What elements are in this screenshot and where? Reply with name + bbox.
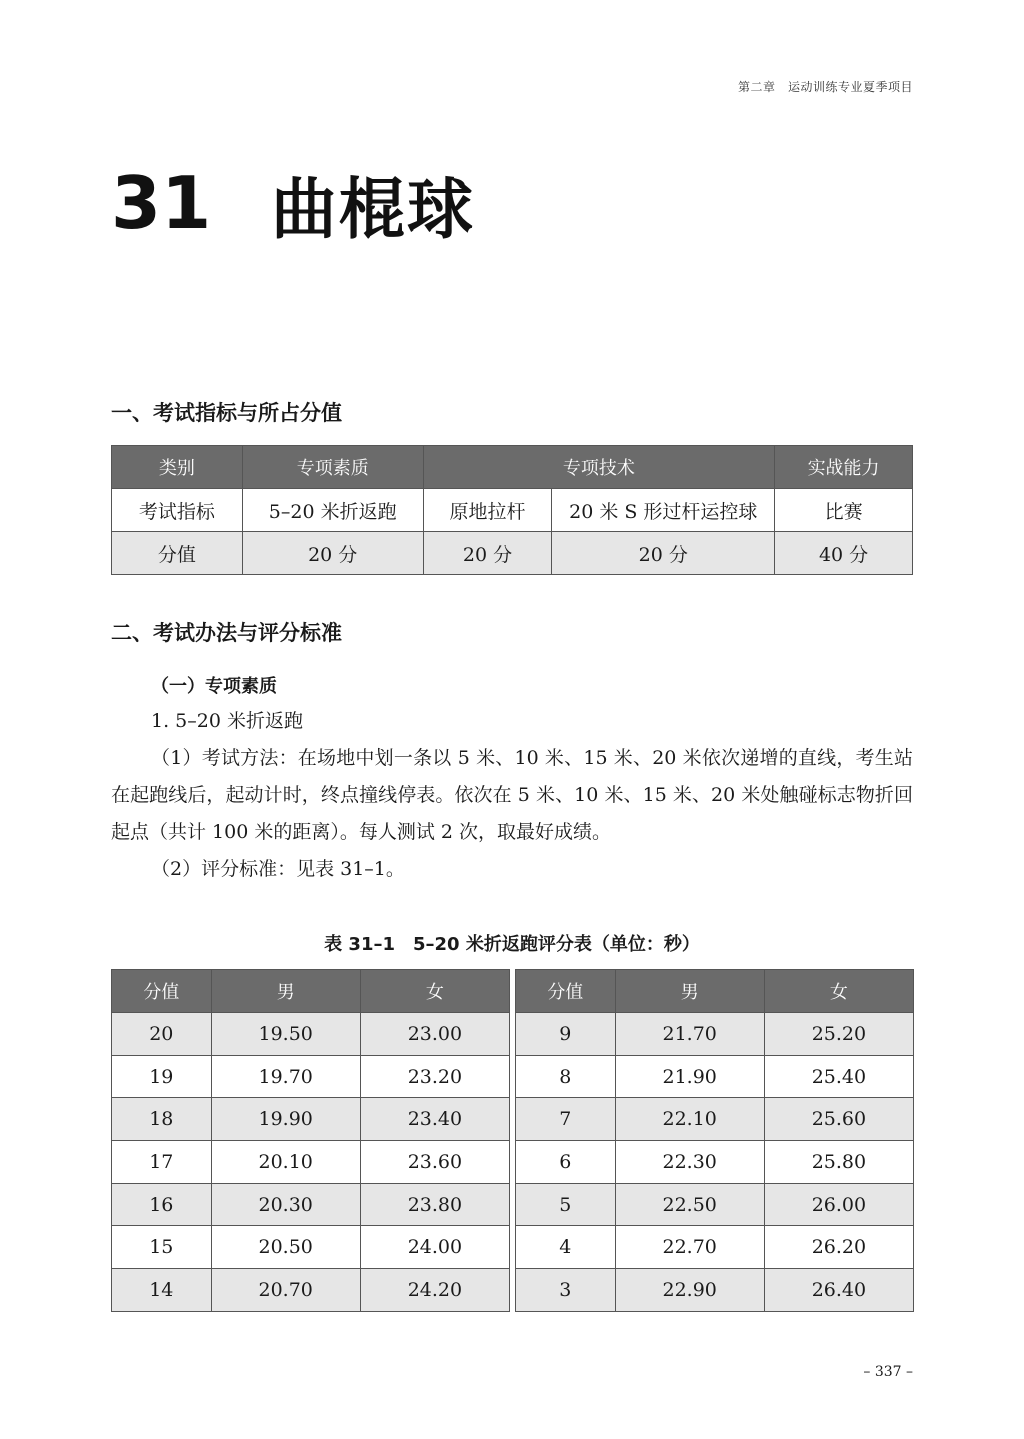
table-row (516, 1013, 914, 1056)
table-cell: 7 (516, 1098, 616, 1141)
table-cell: 19.70 (211, 1055, 360, 1098)
table-row (112, 1055, 510, 1098)
table-row (516, 1098, 914, 1141)
running-head: 第二章 运动训练专业夏季项目 (737, 80, 913, 94)
header-cell: 男 (211, 970, 360, 1013)
section-heading-1: 一、考试指标与所占分值 (111, 400, 342, 425)
table-cell: 23.00 (360, 1013, 509, 1056)
section-heading-2: 二、考试办法与评分标准 (111, 620, 342, 645)
indicator-table (111, 445, 913, 575)
table-row (112, 1141, 510, 1184)
table-row (516, 1226, 914, 1269)
table-row (112, 1226, 510, 1269)
table-cell: 24.00 (360, 1226, 509, 1269)
table-cell: 20 分 (552, 532, 775, 575)
table-cell: 20 米 S 形过杆运控球 (552, 489, 775, 532)
table-cell: 23.60 (360, 1141, 509, 1184)
header-cell: 分值 (112, 970, 212, 1013)
chapter-number: 31 (111, 161, 212, 245)
table-cell: 21.90 (615, 1055, 764, 1098)
table-cell: 24.20 (360, 1269, 509, 1312)
table-row (112, 1269, 510, 1312)
score-table-left (111, 969, 510, 1312)
table-cell: 22.10 (615, 1098, 764, 1141)
table-cell: 25.40 (764, 1055, 913, 1098)
table-cell: 5 (516, 1183, 616, 1226)
table-row (112, 1098, 510, 1141)
table-cell: 9 (516, 1013, 616, 1056)
table-row (516, 1183, 914, 1226)
table-cell: 20 (112, 1013, 212, 1056)
table-cell: 18 (112, 1098, 212, 1141)
header-cell: 专项技术 (423, 446, 775, 489)
table-cell: 考试指标 (112, 489, 243, 532)
table-cell: 40 分 (775, 532, 913, 575)
body-text (111, 703, 913, 888)
table-cell: 22.90 (615, 1269, 764, 1312)
table-cell: 22.50 (615, 1183, 764, 1226)
score-table-right (515, 969, 914, 1312)
table-cell: 3 (516, 1269, 616, 1312)
table-cell: 5–20 米折返跑 (242, 489, 423, 532)
table-cell: 26.20 (764, 1226, 913, 1269)
table-row (112, 1183, 510, 1226)
table-cell: 19 (112, 1055, 212, 1098)
table-cell: 17 (112, 1141, 212, 1184)
header-cell: 专项素质 (242, 446, 423, 489)
table-cell: 25.80 (764, 1141, 913, 1184)
table-cell: 20.10 (211, 1141, 360, 1184)
page-number: – 337 – (863, 1364, 913, 1380)
table-cell: 23.80 (360, 1183, 509, 1226)
score-table-right-body (516, 1013, 914, 1312)
table-cell: 26.40 (764, 1269, 913, 1312)
table-cell: 分值 (112, 532, 243, 575)
score-table-left-body (112, 1013, 510, 1312)
header-cell: 女 (360, 970, 509, 1013)
table-cell: 22.70 (615, 1226, 764, 1269)
table-row (516, 1269, 914, 1312)
table-cell: 22.30 (615, 1141, 764, 1184)
table-cell: 20 分 (242, 532, 423, 575)
table-cell: 14 (112, 1269, 212, 1312)
chapter-name: 曲棍球 (271, 170, 475, 248)
table-cell: 16 (112, 1183, 212, 1226)
table-cell: 15 (112, 1226, 212, 1269)
table-header-row (516, 970, 914, 1013)
table-cell: 20 分 (423, 532, 552, 575)
table-cell: 20.50 (211, 1226, 360, 1269)
method-paragraph: （1）考试方法：在场地中划一条以 5 米、10 米、15 米、20 米依次递增的直线，考生站在起跑线后，起动计时，终点撞线停表。依次在 5 米、10 米、15 米、20 米处触碰标志物折回起点（共计 100 米的距离）。每人测试 2 次，取最好成绩。 (111, 747, 913, 843)
table-cell: 23.20 (360, 1055, 509, 1098)
table-cell: 25.60 (764, 1098, 913, 1141)
table-cell: 20.70 (211, 1269, 360, 1312)
table-cell: 21.70 (615, 1013, 764, 1056)
header-cell: 男 (615, 970, 764, 1013)
table-cell: 8 (516, 1055, 616, 1098)
table-cell: 23.40 (360, 1098, 509, 1141)
chapter-title (111, 158, 475, 248)
item-title: 1. 5–20 米折返跑 (151, 710, 303, 732)
table-caption: 表 31–1 5–20 米折返跑评分表（单位：秒） (324, 934, 700, 955)
table-header-row (112, 446, 913, 489)
table-cell: 4 (516, 1226, 616, 1269)
table-row (516, 1141, 914, 1184)
standard-paragraph: （2）评分标准：见表 31–1。 (151, 858, 405, 880)
table-cell: 26.00 (764, 1183, 913, 1226)
table-cell: 6 (516, 1141, 616, 1184)
table-row (112, 532, 913, 575)
table-cell: 原地拉杆 (423, 489, 552, 532)
header-cell: 分值 (516, 970, 616, 1013)
header-cell: 女 (764, 970, 913, 1013)
header-cell: 实战能力 (775, 446, 913, 489)
header-cell: 类别 (112, 446, 243, 489)
table-row (112, 489, 913, 532)
table-cell: 19.90 (211, 1098, 360, 1141)
table-row (516, 1055, 914, 1098)
table-row (112, 1013, 510, 1056)
subheading: （一）专项素质 (151, 676, 277, 697)
table-cell: 19.50 (211, 1013, 360, 1056)
table-cell: 25.20 (764, 1013, 913, 1056)
table-header-row (112, 970, 510, 1013)
table-cell: 比赛 (775, 489, 913, 532)
table-cell: 20.30 (211, 1183, 360, 1226)
